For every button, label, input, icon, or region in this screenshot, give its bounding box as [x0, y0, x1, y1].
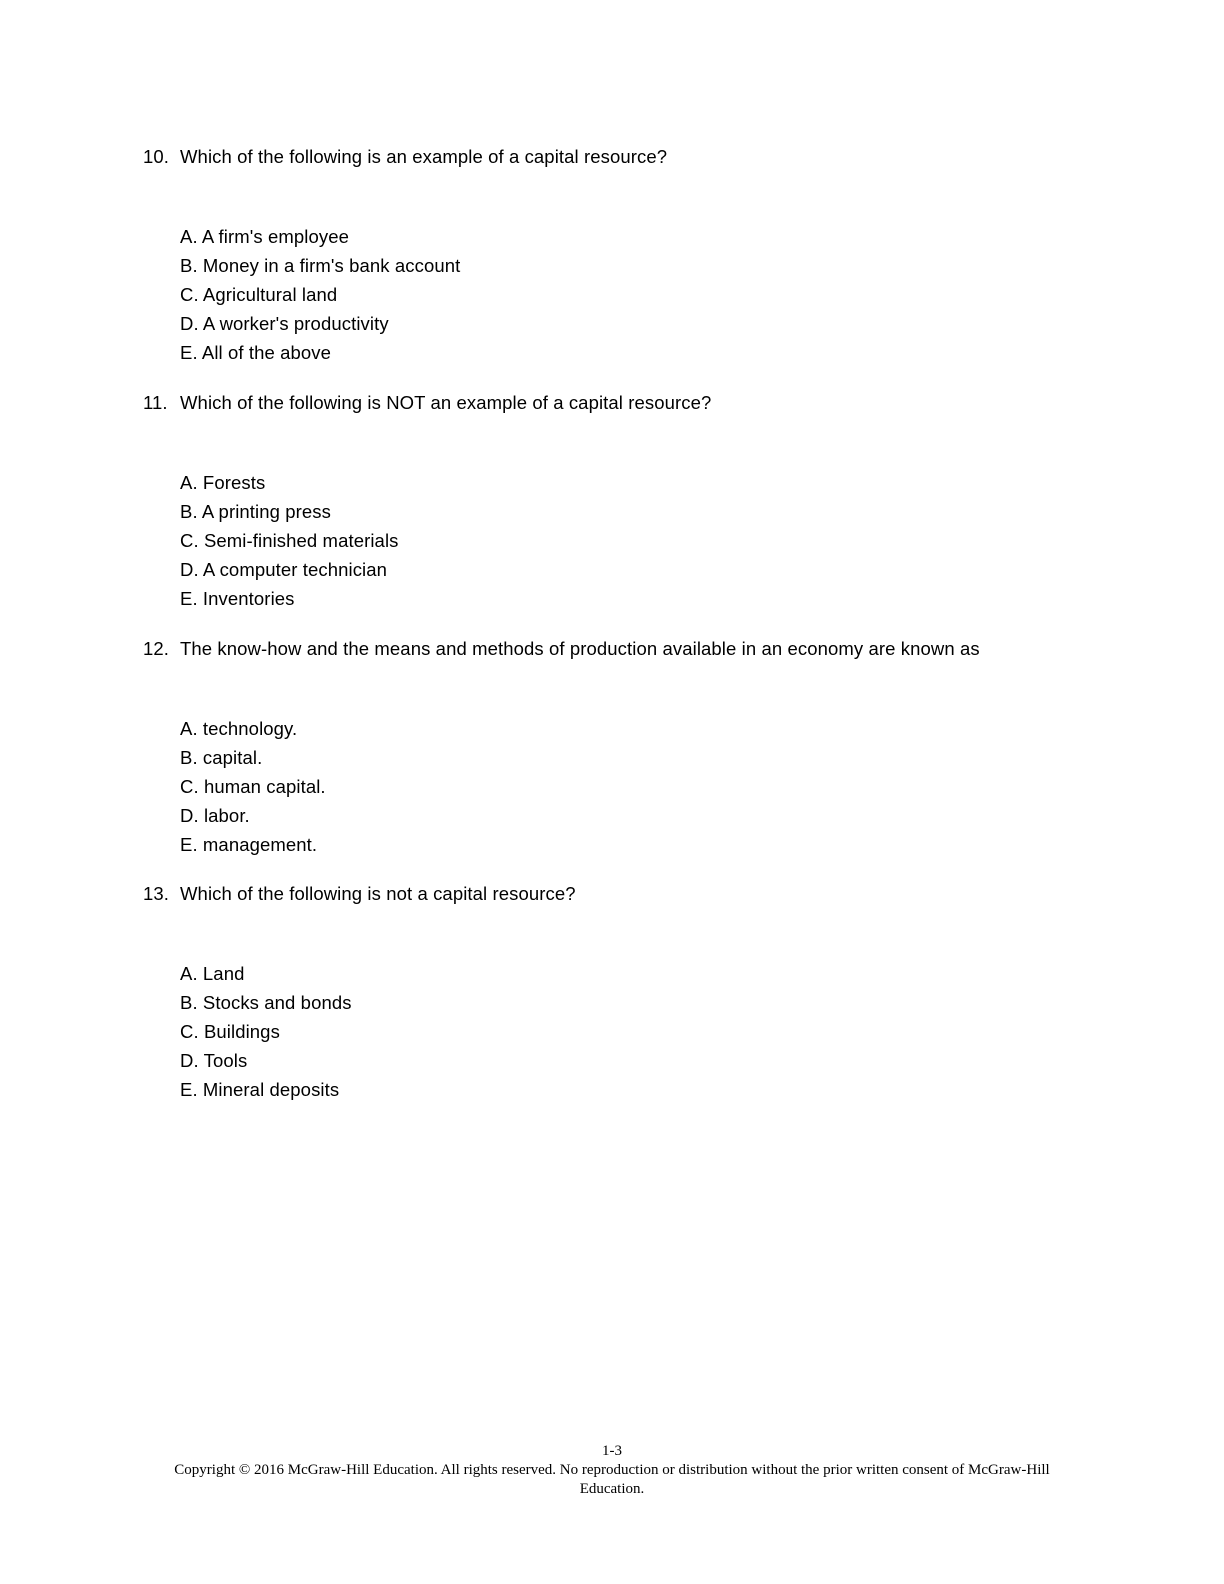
question-number: 12.: [143, 638, 170, 659]
answer-option-e: E. Mineral deposits: [180, 1079, 340, 1100]
answer-option-d: D. Tools: [180, 1050, 248, 1071]
question-text: Which of the following is an example of a capital resource?: [180, 146, 668, 167]
page-number: 1-3: [602, 1443, 622, 1459]
question-10: [143, 144, 1103, 369]
question-text: The know-how and the means and methods of production available in an economy are known as: [180, 638, 980, 659]
answer-option-a: A. technology.: [180, 718, 298, 739]
answer-option-e: E. All of the above: [180, 342, 332, 363]
question-number: 10.: [143, 146, 170, 167]
answer-option-a: A. Forests: [180, 472, 266, 493]
answer-option-d: D. A worker's productivity: [180, 313, 389, 334]
answer-option-b: B. A printing press: [180, 501, 332, 522]
page-footer: [0, 1442, 1224, 1499]
answer-option-a: A. Land: [180, 963, 245, 984]
question-number: 13.: [143, 883, 170, 904]
answer-options: [180, 716, 1103, 861]
answer-option-c: C. human capital.: [180, 776, 326, 797]
answer-option-c: C. Agricultural land: [180, 284, 338, 305]
question-stem: [143, 390, 1103, 416]
question-stem: [143, 636, 1103, 662]
answer-option-b: B. Stocks and bonds: [180, 992, 352, 1013]
question-12: [143, 636, 1103, 861]
answer-option-b: B. capital.: [180, 747, 263, 768]
answer-option-d: D. A computer technician: [180, 559, 388, 580]
question-stem: [143, 881, 1103, 907]
answer-option-e: E. management.: [180, 834, 318, 855]
question-number: 11.: [143, 392, 168, 413]
answer-option-e: E. Inventories: [180, 588, 295, 609]
copyright-notice: Copyright © 2016 McGraw-Hill Education. All rights reserved. No reproduction or distribution without the prior written consent of McGraw-Hill Education.: [174, 1462, 1050, 1497]
answer-option-b: B. Money in a firm's bank account: [180, 255, 461, 276]
answer-options: [180, 470, 1103, 615]
question-11: [143, 390, 1103, 615]
answer-options: [180, 961, 1103, 1106]
answer-option-c: C. Buildings: [180, 1021, 280, 1042]
answer-option-c: C. Semi-finished materials: [180, 530, 399, 551]
question-text: Which of the following is NOT an example of a capital resource?: [180, 392, 712, 413]
question-stem: [143, 144, 1103, 170]
answer-options: [180, 224, 1103, 369]
question-text: Which of the following is not a capital resource?: [180, 883, 576, 904]
answer-option-d: D. labor.: [180, 805, 250, 826]
answer-option-a: A. A firm's employee: [180, 226, 350, 247]
question-13: [143, 881, 1103, 1106]
